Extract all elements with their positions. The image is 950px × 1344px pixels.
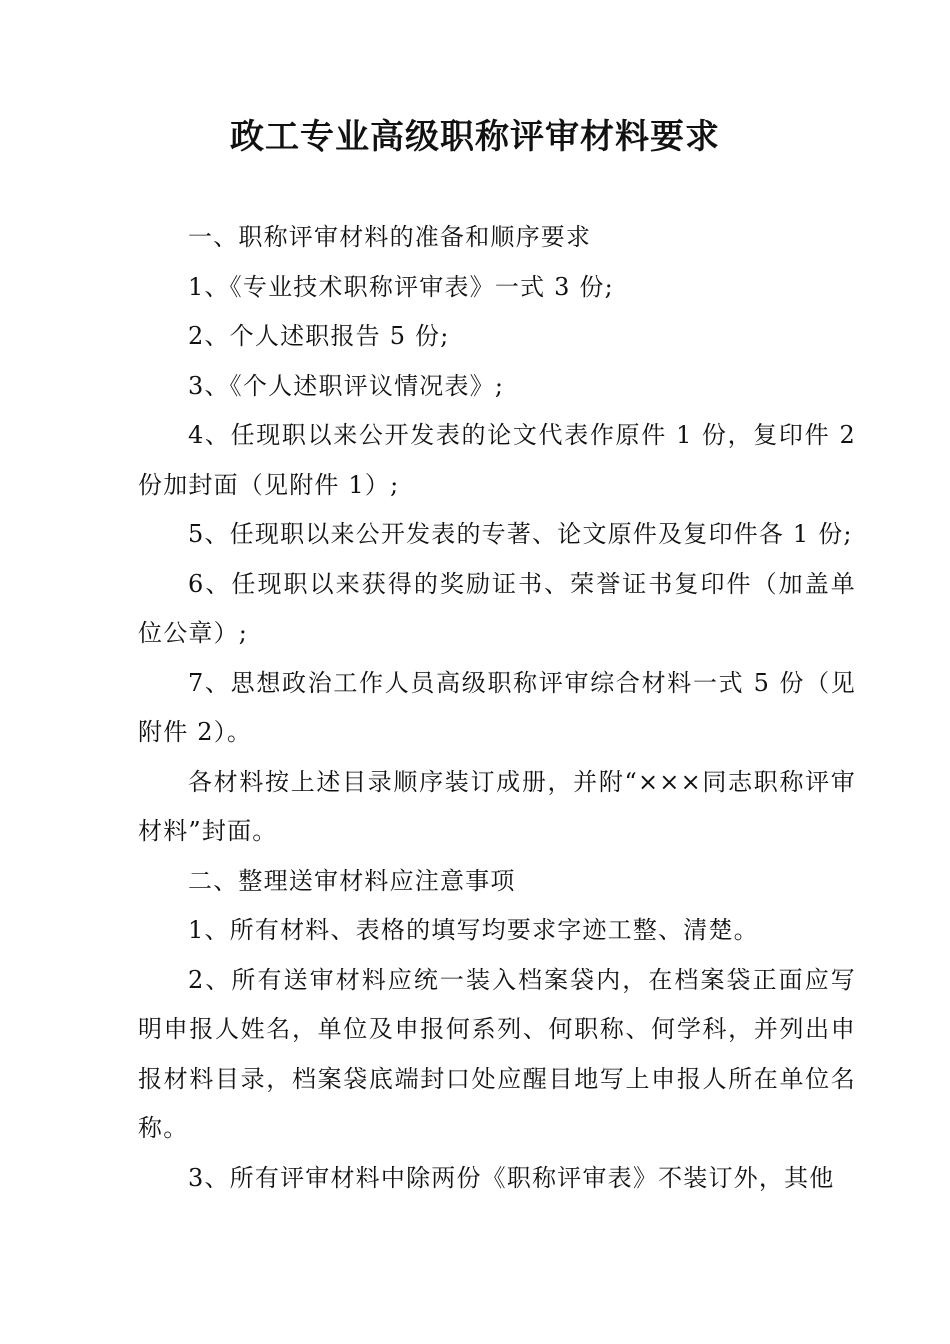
list-item: 5、任现职以来公开发表的专著、论文原件及复印件各 1 份; xyxy=(188,520,853,548)
list-item: 3、所有评审材料中除两份《职称评审表》不装订外，其他 xyxy=(188,1163,835,1192)
body-paragraph: 各材料按上述目录顺序装订成册，并附“×××同志职称评审材料”封面。 xyxy=(138,767,856,845)
list-item: 1、所有材料、表格的填写均要求字迹工整、清楚。 xyxy=(188,916,759,944)
document-body xyxy=(138,213,856,1203)
list-item: 4、任现职以来公开发表的论文代表作原件 1 份，复印件 2 份加封面（见附件 1）; xyxy=(138,421,856,499)
list-item: 3、《个人述职评议情况表》; xyxy=(188,371,505,400)
section-heading-1: 一、职称评审材料的准备和顺序要求 xyxy=(188,223,592,251)
document-title: 政工专业高级职称评审材料要求 xyxy=(230,117,720,157)
list-item: 2、所有送审材料应统一装入档案袋内，在档案袋正面应写明申报人姓名，单位及申报何系列、何职称、何学科，并列出申报材料目录，档案袋底端封口处应醒目地写上申报人所在单位名称。 xyxy=(138,965,856,1142)
section-heading-2: 二、整理送审材料应注意事项 xyxy=(188,866,516,895)
list-item: 1、《专业技术职称评审表》一式 3 份; xyxy=(188,272,614,301)
list-item: 7、思想政治工作人员高级职称评审综合材料一式 5 份（见附件 2）。 xyxy=(138,668,856,746)
list-item: 6、任现职以来获得的奖励证书、荣誉证书复印件（加盖单位公章）; xyxy=(138,569,856,647)
list-item: 2、个人述职报告 5 份; xyxy=(188,322,450,350)
